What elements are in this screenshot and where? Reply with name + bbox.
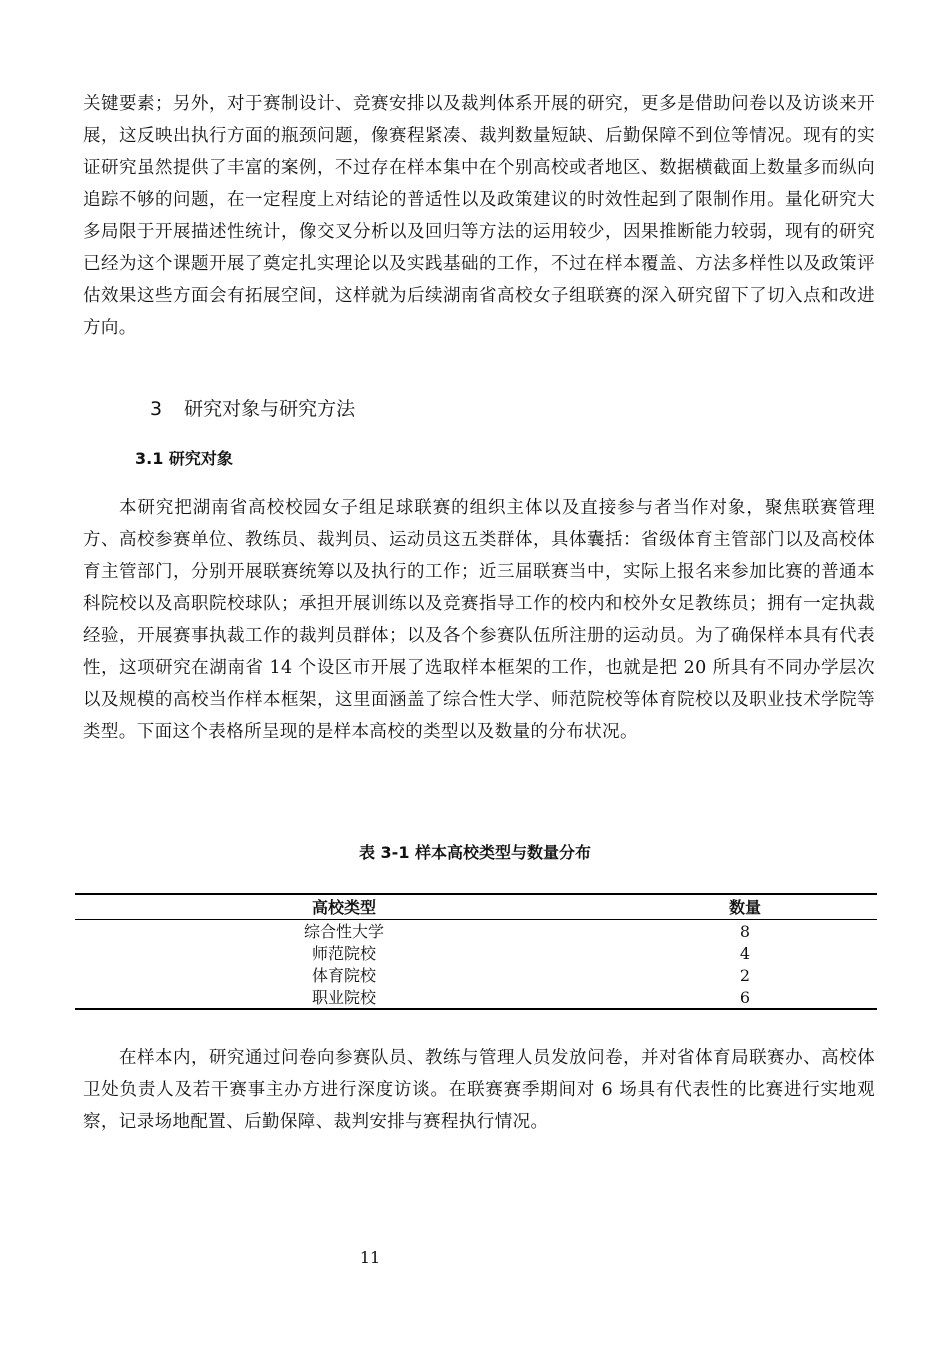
cell-school-type: 体育院校 xyxy=(311,965,376,985)
cell-school-type: 综合性大学 xyxy=(303,921,384,941)
cell-count: 8 xyxy=(739,921,751,941)
table-row xyxy=(75,986,877,1009)
subsection-heading: 3.1 研究对象 xyxy=(135,449,233,468)
paragraph-literature-summary: 关键要素；另外，对于赛制设计、竞赛安排以及裁判体系开展的研究，更多是借助问卷以及访谈来开展，这反映出执行方面的瓶颈问题，像赛程紧凑、裁判数量短缺、后勤保障不到位等情况。现有的实证研究虽然提供了丰富的案例，不过存在样本集中在个别高校或者地区、数据横截面上数量多而纵向追踪不够的问题，在一定程度上对结论的普适性以及政策建议的时效性起到了限制作用。量化研究大多局限于开展描述性统计，像交叉分析以及回归等方法的运用较少，因果推断能力较弱，现有的研究已经为这个课题开展了奠定扎实理论以及实践基础的工作，不过在样本覆盖、方法多样性以及政策评估效果这些方面会有拓展空间，这样就为后续湖南省高校女子组联赛的深入研究留下了切入点和改进方向。 xyxy=(83,94,875,338)
page-number: 11 xyxy=(359,1248,381,1267)
paragraph-research-objects: 本研究把湖南省高校校园女子组足球联赛的组织主体以及直接参与者当作对象，聚焦联赛管理方、高校参赛单位、教练员、裁判员、运动员这五类群体，具体囊括：省级体育主管部门以及高校体育主管部门，分别开展联赛统筹以及执行的工作；近三届联赛当中，实际上报名来参加比赛的普通本科院校以及高职院校球队；承担开展训练以及竞赛指导工作的校内和校外女足教练员；拥有一定执裁经验，开展赛事执裁工作的裁判员群体；以及各个参赛队伍所注册的运动员。为了确保样本具有代表性，这项研究在湖南省 14 个设区市开展了选取样本框架的工作，也就是把 20 所具有不同办学层次以及规模的高校当作样本框架，这里面涵盖了综合性大学、师范院校等体育院校以及职业技术学院等类型。下面这个表格所呈现的是样本高校的类型以及数量的分布状况。 xyxy=(83,498,875,742)
section-number: 3 xyxy=(150,398,163,420)
table-row xyxy=(75,942,877,964)
header-count: 数量 xyxy=(613,894,877,920)
table-caption: 表 3-1 样本高校类型与数量分布 xyxy=(358,843,592,862)
paragraph-methods: 在样本内，研究通过问卷向参赛队员、教练与管理人员发放问卷，并对省体育局联赛办、高校体卫处负责人及若干赛事主办方进行深度访谈。在联赛赛季期间对 6 场具有代表性的比赛进行实地观察，记录场地配置、后勤保障、裁判安排与赛程执行情况。 xyxy=(83,1048,875,1132)
cell-school-type: 师范院校 xyxy=(311,943,376,963)
table-row xyxy=(75,920,877,943)
cell-school-type: 职业院校 xyxy=(311,987,376,1007)
cell-count: 6 xyxy=(739,987,751,1007)
sample-table xyxy=(75,893,877,1010)
header-school-type: 高校类型 xyxy=(75,894,613,920)
cell-count: 4 xyxy=(739,943,751,963)
cell-count: 2 xyxy=(739,965,751,985)
table-header-row xyxy=(75,894,877,920)
section-heading xyxy=(150,396,355,422)
section-title: 研究对象与研究方法 xyxy=(184,398,356,420)
table-row xyxy=(75,964,877,986)
